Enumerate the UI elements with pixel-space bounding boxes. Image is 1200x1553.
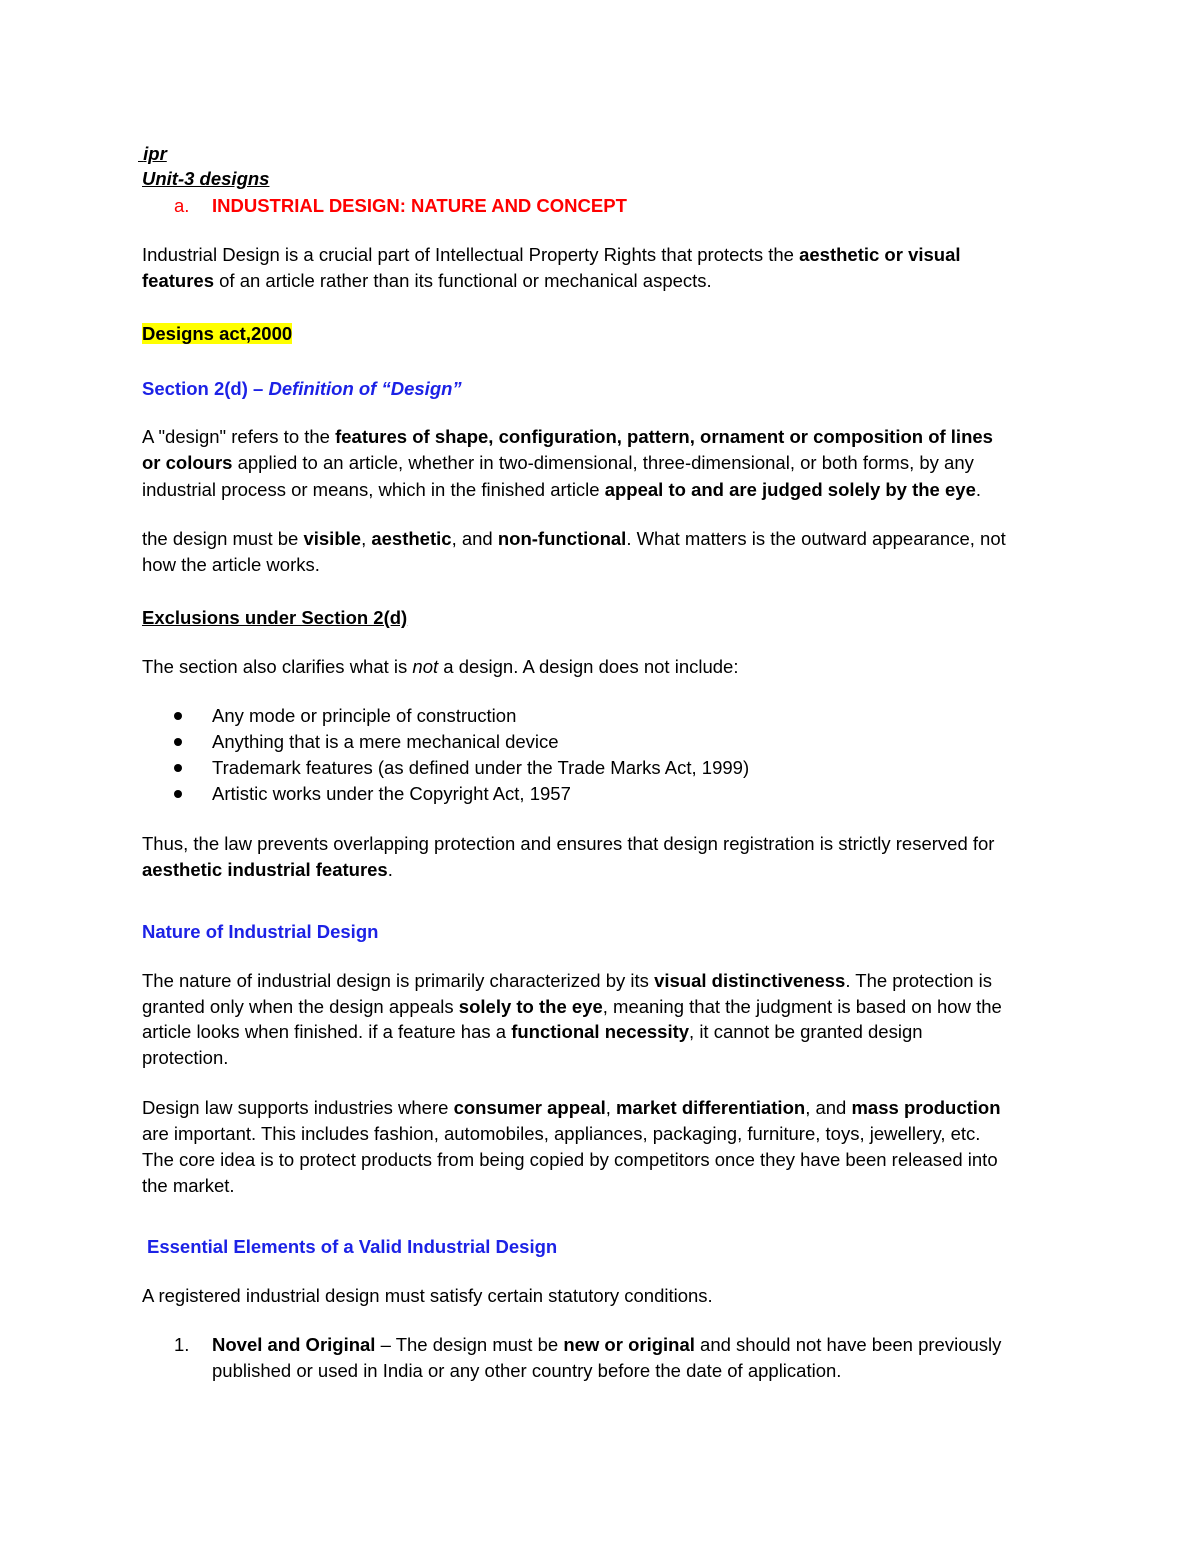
bullet-icon	[174, 764, 182, 772]
essential-item-1-line-2: published or used in India or any other country before the date of application.	[212, 1360, 842, 1381]
list-number: 1.	[174, 1334, 190, 1355]
nature-heading: Nature of Industrial Design	[142, 921, 379, 942]
thus-line-1: Thus, the law prevents overlapping protection and ensures that design registration is strictly reserved for	[142, 833, 995, 854]
exclusion-item: Anything that is a mere mechanical device	[212, 731, 559, 752]
thus-line-2: aesthetic industrial features.	[142, 859, 393, 880]
bullet-icon	[174, 790, 182, 798]
essential-item-1-line-1: Novel and Original – The design must be new or original and should not have been previously	[212, 1334, 1002, 1355]
nature-p2-line-4: the market.	[142, 1175, 235, 1196]
nature-p1-line-2: granted only when the design appeals solely to the eye, meaning that the judgment is based on how the	[142, 996, 1002, 1017]
bullet-icon	[174, 712, 182, 720]
definition-line-2: or colours applied to an article, whether in two-dimensional, three-dimensional, or both forms, by any	[142, 452, 974, 473]
exclusion-item: Any mode or principle of construction	[212, 705, 517, 726]
exclusion-item: Artistic works under the Copyright Act, 1957	[212, 783, 571, 804]
section-title: INDUSTRIAL DESIGN: NATURE AND CONCEPT	[212, 195, 627, 216]
section-2d-heading: Section 2(d) – Definition of “Design”	[142, 378, 462, 399]
essentials-intro: A registered industrial design must satisfy certain statutory conditions.	[142, 1285, 713, 1306]
essentials-heading: Essential Elements of a Valid Industrial Design	[147, 1236, 558, 1257]
intro-line-2: features of an article rather than its functional or mechanical aspects.	[142, 270, 712, 291]
nature-p2-line-3: The core idea is to protect products from being copied by competitors once they have been released into	[142, 1149, 998, 1170]
exclusion-item: Trademark features (as defined under the Trade Marks Act, 1999)	[212, 757, 750, 778]
visible-line-2: how the article works.	[142, 554, 320, 575]
exclusions-intro: The section also clarifies what is not a design. A design does not include:	[142, 656, 739, 677]
nature-p1-line-3: article looks when finished. if a feature has a functional necessity, it cannot be granted design	[142, 1021, 923, 1042]
visible-line-1: the design must be visible, aesthetic, and non-functional. What matters is the outward appearance, not	[142, 528, 1006, 549]
nature-p1-line-1: The nature of industrial design is primarily characterized by its visual distinctiveness. The protection is	[142, 970, 993, 991]
course-title: ipr	[143, 143, 167, 164]
definition-line-3: industrial process or means, which in the finished article appeal to and are judged solely by the eye.	[142, 479, 981, 500]
unit-title: Unit-3 designs	[142, 168, 270, 189]
act-heading: Designs act,2000	[142, 323, 293, 344]
section-marker: a.	[174, 195, 190, 216]
definition-line-1: A "design" refers to the features of shape, configuration, pattern, ornament or composition of lines	[142, 426, 993, 447]
nature-p2-line-1: Design law supports industries where consumer appeal, market differentiation, and mass production	[142, 1097, 1001, 1118]
exclusions-heading: Exclusions under Section 2(d)	[142, 607, 408, 628]
nature-p2-line-2: are important. This includes fashion, automobiles, appliances, packaging, furniture, toys, jewellery, etc.	[142, 1123, 981, 1144]
nature-p1-line-4: protection.	[142, 1047, 229, 1068]
intro-line-1: Industrial Design is a crucial part of Intellectual Property Rights that protects the aesthetic or visual	[142, 244, 961, 265]
bullet-icon	[174, 738, 182, 746]
